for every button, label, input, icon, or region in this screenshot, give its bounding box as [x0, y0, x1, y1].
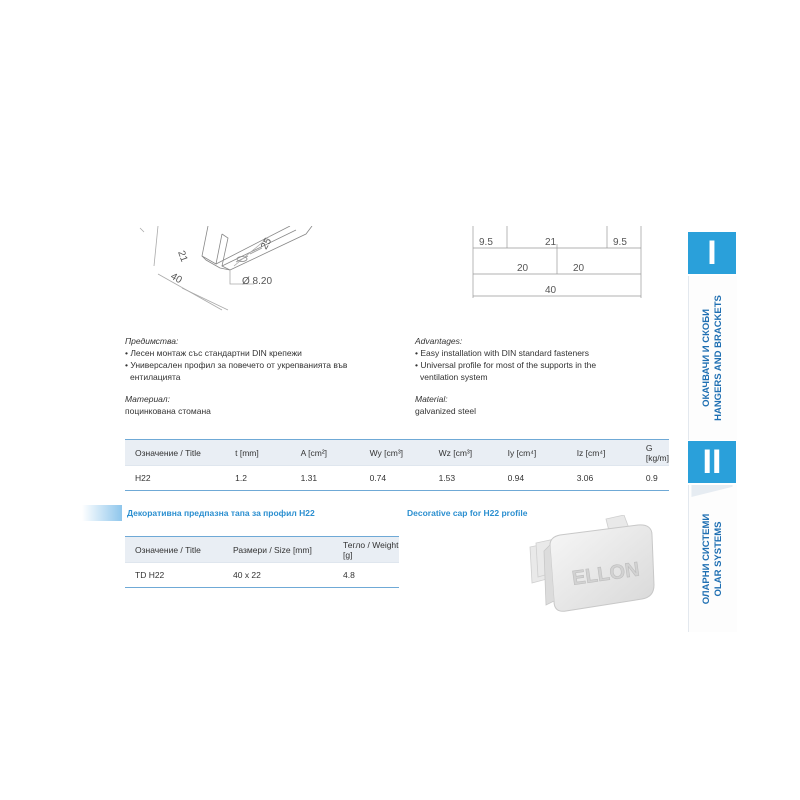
tab-label-bg: ОЛАРНИ СИСТЕМИ — [701, 513, 712, 604]
dim-25: 25 — [259, 236, 275, 252]
tab-chapter-1[interactable] — [688, 232, 736, 274]
tab-numeral: II — [702, 442, 722, 481]
col-t: t [mm] — [225, 440, 290, 466]
dim-40: 40 — [545, 285, 557, 296]
dim-9-5-right: 9.5 — [613, 237, 627, 248]
col-iy: Iy [cm⁴] — [498, 440, 567, 466]
en-advantage-2: • Universal profile for most of the supports in the — [415, 360, 597, 370]
bg-advantage-2-cont: ентилацията — [130, 372, 181, 382]
col-size: Размери / Size [mm] — [223, 537, 333, 563]
en-advantage-2-cont: ventilation system — [420, 372, 488, 382]
cell-title: TD H22 — [125, 563, 223, 588]
bg-advantage-1: • Лесен монтаж със стандартни DIN крепежи — [125, 348, 302, 358]
cap-brand-logo: ELLON — [570, 558, 641, 590]
table-header-row — [125, 537, 399, 563]
cell-weight: 4.8 — [333, 563, 399, 588]
bg-material-title: Материал: — [125, 394, 170, 404]
cap-table — [125, 536, 399, 588]
col-weight: Тегло / Weight [g] — [333, 537, 399, 563]
cell-t: 1.2 — [225, 466, 290, 491]
cell-g: 0.9 — [636, 466, 669, 491]
col-title: Означение / Title — [125, 537, 223, 563]
profile-dimension-drawing — [465, 226, 650, 301]
dim-21: 21 — [175, 249, 190, 264]
table-row — [125, 466, 669, 491]
cell-wy: 0.74 — [360, 466, 429, 491]
dim-20-right: 20 — [573, 263, 585, 274]
tab-numeral: I — [707, 233, 717, 272]
en-material: galvanized steel — [415, 406, 476, 416]
cell-size: 40 x 22 — [223, 563, 333, 588]
dim-40: 40 — [168, 271, 184, 287]
dim-20-left: 20 — [517, 263, 529, 274]
cell-title: H22 — [125, 466, 225, 491]
col-a: A [cm²] — [291, 440, 360, 466]
cell-a: 1.31 — [291, 466, 360, 491]
table-row — [125, 563, 399, 588]
cell-wz: 1.53 — [429, 466, 498, 491]
tab-label-en: OLAR SYSTEMS — [713, 521, 724, 596]
bg-material: поцинкована стомана — [125, 406, 211, 416]
tab-chapter-2-label[interactable] — [688, 485, 737, 632]
col-wz: Wz [cm³] — [429, 440, 498, 466]
section-accent-bar — [82, 505, 122, 521]
spec-table — [125, 439, 669, 491]
en-material-title: Material: — [415, 394, 448, 404]
bg-advantages-title: Предимства: — [125, 336, 179, 346]
cap-product-image — [520, 515, 660, 625]
cell-iz: 3.06 — [567, 466, 636, 491]
en-advantages-title: Advantages: — [415, 336, 463, 346]
bg-advantage-2: • Универсален профил за повечето от укрепванията във — [125, 360, 348, 370]
en-description — [415, 335, 655, 417]
dim-diameter: Ø 8.20 — [242, 276, 273, 287]
bg-description — [125, 335, 385, 417]
cell-iy: 0.94 — [498, 466, 567, 491]
chapter-tabs — [688, 232, 736, 632]
col-wy: Wy [cm³] — [360, 440, 429, 466]
en-advantage-1: • Easy installation with DIN standard fasteners — [415, 348, 590, 358]
table-header-row — [125, 440, 669, 466]
dim-9-5-left: 9.5 — [479, 237, 493, 248]
cap-heading-en: Decorative cap for H22 profile — [407, 508, 528, 518]
profile-3d-drawing — [130, 226, 330, 311]
tab-label-en: HANGERS AND BRACKETS — [713, 295, 724, 421]
col-iz: Iz [cm⁴] — [567, 440, 636, 466]
dim-21: 21 — [545, 237, 557, 248]
tab-label-bg: ОКАЧВАЧИ И СКОБИ — [701, 309, 712, 407]
tab-fold-shadow — [688, 485, 736, 497]
tab-chapter-2[interactable] — [688, 441, 736, 483]
tab-chapter-1-label[interactable] — [688, 276, 737, 440]
col-title: Означение / Title — [125, 440, 225, 466]
col-g: G [kg/m] — [636, 440, 669, 466]
cap-heading-bg: Декоративна предпазна тапа за профил H22 — [127, 508, 315, 518]
